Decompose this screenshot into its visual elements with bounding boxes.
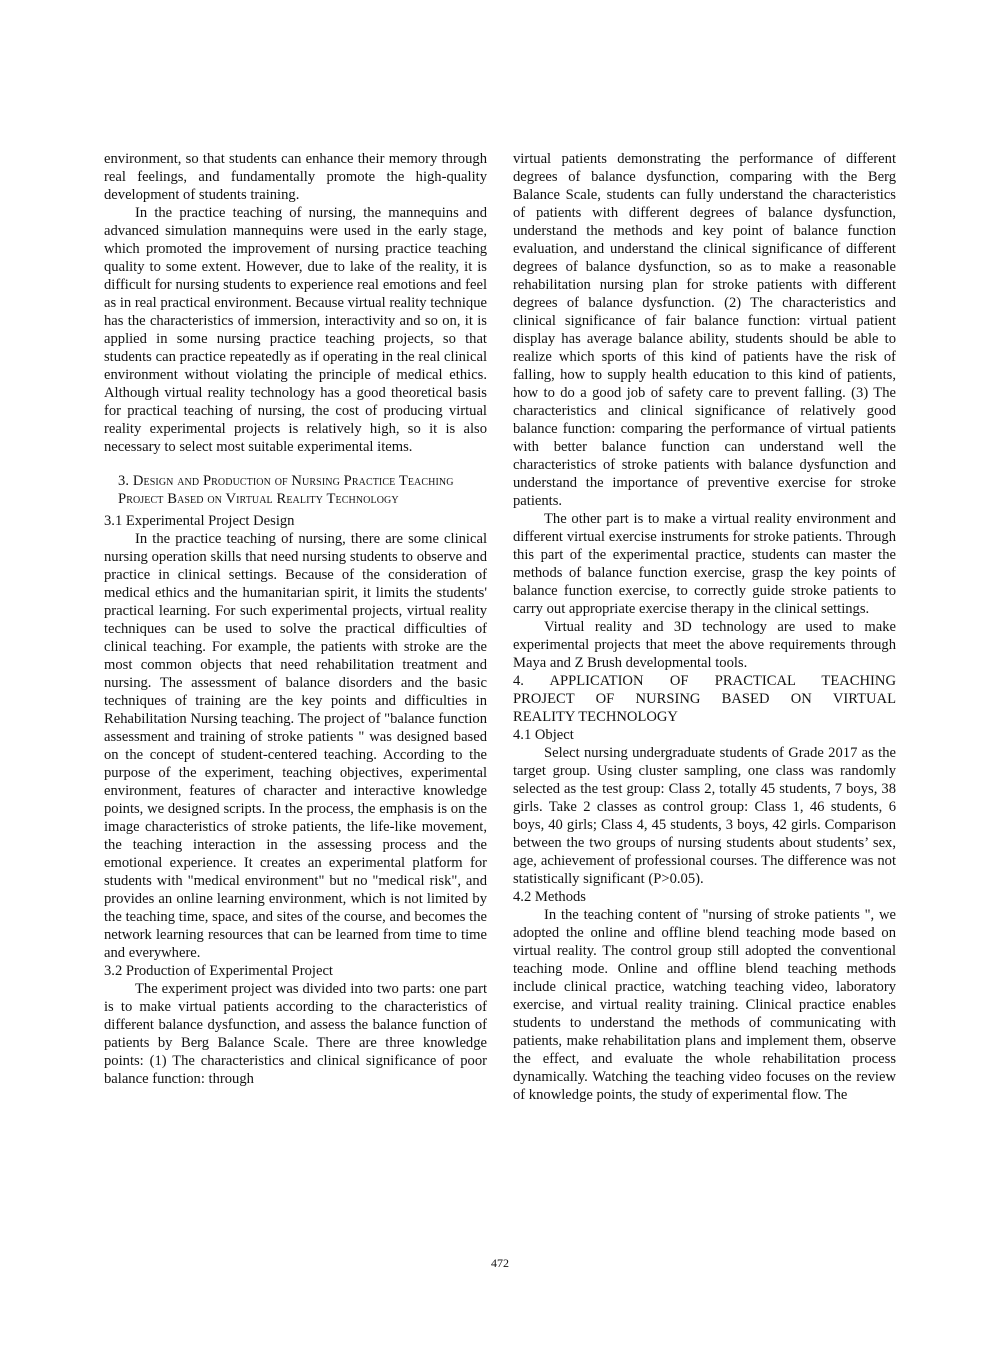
subsection-4-2-heading: 4.2 Methods [513, 889, 586, 905]
paragraph-virtual-environment: The other part is to make a virtual reality environment and different virtual exercise instruments for stroke patients. Through this part of the experimental practice, students can master the methods of balance function exercise, grasp the key points of balance function exercise, to correctly guide stroke patients to carry out appropriate exercise therapy in the clinical settings. [513, 511, 896, 617]
subsection-3-2-heading: 3.2 Production of Experimental Project [104, 963, 333, 979]
paragraph-knowledge-points: virtual patients demonstrating the performance of different degrees of balance dysfunction, comparing with the Berg Balance Scale, students can fully understand the characteristics of patients with different degrees of balance dysfunction, understand the methods and key point of balance function evaluation, and understand the clinical significance of different degrees of balance dysfunction, so as to make a reasonable rehabilitation nursing plan for stroke patients with different degrees of balance dysfunction. (2) The characteristics and clinical significance of fair balance function: virtual patient display has average balance ability, students should be able to realize which sports of this kind of patients have the risk of falling, how to supply health education to this kind of patients, how to do a good job of safety care to prevent falling. (3) The characteristics and clinical significance of relatively good balance function: comparing the performance of virtual patients with better balance function can understand well the characteristics of stroke patients with balance dysfunction and understand the importance of preventive exercise for stroke patients. [513, 151, 896, 509]
paragraph-continuation: environment, so that students can enhance their memory through real feelings, and fundamentally promote the high-quality development of students training. [104, 151, 487, 203]
paragraph-mannequins: In the practice teaching of nursing, the mannequins and advanced simulation mannequins were used in the early stage, which promoted the improvement of nursing practice teaching quality to some extent. However, due to lake of the reality, it is difficult for nursing students to experience real emotions and feel as in real practical environment. Because virtual reality technique has the characteristics of immersion, interactivity and so on, it is applied in some nursing practice teaching projects, so that students can practice repeatedly as if operating in the real clinical environment without violating the principle of medical ethics. Although virtual reality technology has a good theoretical basis for practical teaching of nursing, the cost of producing virtual reality experimental projects is relatively high, so it is also necessary to select most suitable experimental items. [104, 205, 487, 455]
paragraph-production: The experiment project was divided into two parts: one part is to make virtual patients according to the characteristics of different balance dysfunction, and assess the balance function of patients by Berg Balance Scale. There are three knowledge points: (1) The characteristics and clinical significance of poor balance function: through [104, 981, 487, 1087]
section-4-heading-line-2: PROJECT OF NURSING BASED ON VIRTUAL [513, 691, 896, 707]
right-column [513, 150, 896, 1104]
paragraph-methods: In the teaching content of "nursing of stroke patients ", we adopted the online and offline blend teaching mode based on virtual reality. The control group still adopted the conventional teaching mode. Online and offline blend teaching methods include clinical practice, watching teaching video, laboratory exercise, and virtual reality training. Clinical practice enables students to understand the methods of communicating with patients, make rehabilitation plans and implement them, observe the effect, and evaluate the whole rehabilitation process dynamically. Watching the teaching video focuses on the review of knowledge points, the study of experimental flow. The [513, 907, 896, 1103]
paragraph-project-design: In the practice teaching of nursing, there are some clinical nursing operation skills that need nursing students to observe and practice in clinical settings. Because of the consideration of medical ethics and the humanitarian spirit, it limits the students' practical learning. For such experimental projects, virtual reality techniques can be used to solve the practical difficulties of clinical teaching. For example, the patients with stroke are the most common objects that need rehabilitation treatment and nursing. The assessment of balance disorders and the basic techniques of training are the key points and difficulties in Rehabilitation Nursing teaching. The project of "balance function assessment and training of stroke patients " was designed based on the concept of student-centered teaching. According to the purpose of the experiment, teaching objectives, experimental environment, features of character and interactive knowledge points, we designed scripts. In the process, the emphasis is on the image characteristics of stroke patients, the life-like movement, the teaching interaction in the assessing process and the emotional experience. It creates an experimental platform for students with "medical environment" but no "medical risk", and provides an online learning environment, which is not limited by the teaching time, space, and sites of the course, and becomes the network learning resources that can be learned from time to time and everywhere. [104, 531, 487, 961]
subsection-4-1-heading: 4.1 Object [513, 727, 574, 743]
section-4-heading-line-1: 4. APPLICATION OF PRACTICAL TEACHING [513, 673, 896, 689]
section-4-heading [513, 672, 896, 726]
page-number: 472 [491, 1256, 509, 1270]
paragraph-3d-technology: Virtual reality and 3D technology are used to make experimental projects that meet the above requirements through Maya and Z Brush developmental tools. [513, 619, 896, 671]
section-4-heading-line-3: REALITY TECHNOLOGY [513, 709, 678, 725]
left-column [104, 150, 487, 1088]
paragraph-object: Select nursing undergraduate students of Grade 2017 as the target group. Using cluster sampling, one class was randomly selected as the test group: Class 2, totally 45 students, 7 boys, 38 girls. Take 2 classes as control group: Class 1, 46 students, 6 boys, 40 girls; Class 4, 45 students, 3 boys, 42 girls. Comparison between the two groups of nursing students about students’ sex, age, achievement of professional courses. The difference was not statistically significant (P>0.05). [513, 745, 896, 887]
subsection-3-1-heading: 3.1 Experimental Project Design [104, 513, 295, 529]
section-3-heading: 3. Design and Production of Nursing Practice Teaching Project Based on Virtual Reality Technology [118, 473, 454, 507]
